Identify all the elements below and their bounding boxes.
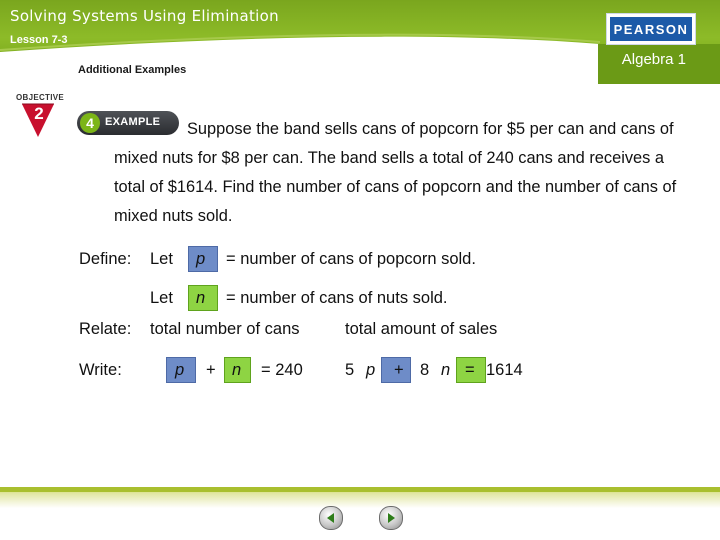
example-number: 4 [80,113,100,133]
pearson-logo-text: PEARSON [610,17,692,41]
equation2-equals: = [465,361,475,379]
lesson-label: Lesson 7-3 [10,34,68,46]
define-variable-p: p [196,250,206,268]
equation2-coef-5: 5 [345,361,355,379]
footer-divider [0,487,720,492]
example-label: EXAMPLE [105,116,161,128]
define-variable-n: n [196,289,206,307]
write-label: Write: [79,361,122,379]
relate-left: total number of cans [150,320,300,338]
relate-label: Relate: [79,320,132,338]
equation1-rhs: = 240 [261,361,303,379]
equation2-var-p: p [366,361,376,379]
pearson-logo [606,13,696,45]
next-slide-button[interactable] [379,506,403,530]
define-let-2: Let [150,289,173,307]
equation1-plus: + [206,361,216,379]
problem-text: Suppose the band sells cans of popcorn for $5 per can and cans of mixed nuts for $8 per can. The band sells a total of 240 cans and receives a total of $1614. Find the number of cans of popcorn and the number of cans of mixed nuts sold. [114,120,677,225]
prev-slide-button[interactable] [319,506,343,530]
equation2-rhs: 1614 [486,361,523,379]
next-arrow-icon [380,507,402,529]
prev-arrow-icon [320,507,342,529]
equation2-plus: + [394,361,404,379]
equation2-coef-8: 8 [420,361,430,379]
equation1-var-n: n [232,361,242,379]
page-title: Solving Systems Using Elimination [10,7,279,25]
define-text-1: = number of cans of popcorn sold. [226,250,476,268]
define-label: Define: [79,250,132,268]
objective-badge [12,93,66,139]
footer-bar [0,487,720,540]
objective-number: 2 [34,104,44,123]
equation1-var-p: p [175,361,185,379]
equation2-var-n: n [441,361,451,379]
define-text-2: = number of cans of nuts sold. [226,289,448,307]
relate-right: total amount of sales [345,320,498,338]
objective-label: OBJECTIVE [16,93,65,102]
course-label: Algebra 1 [621,51,686,68]
define-let-1: Let [150,250,173,268]
section-label: Additional Examples [78,64,187,76]
